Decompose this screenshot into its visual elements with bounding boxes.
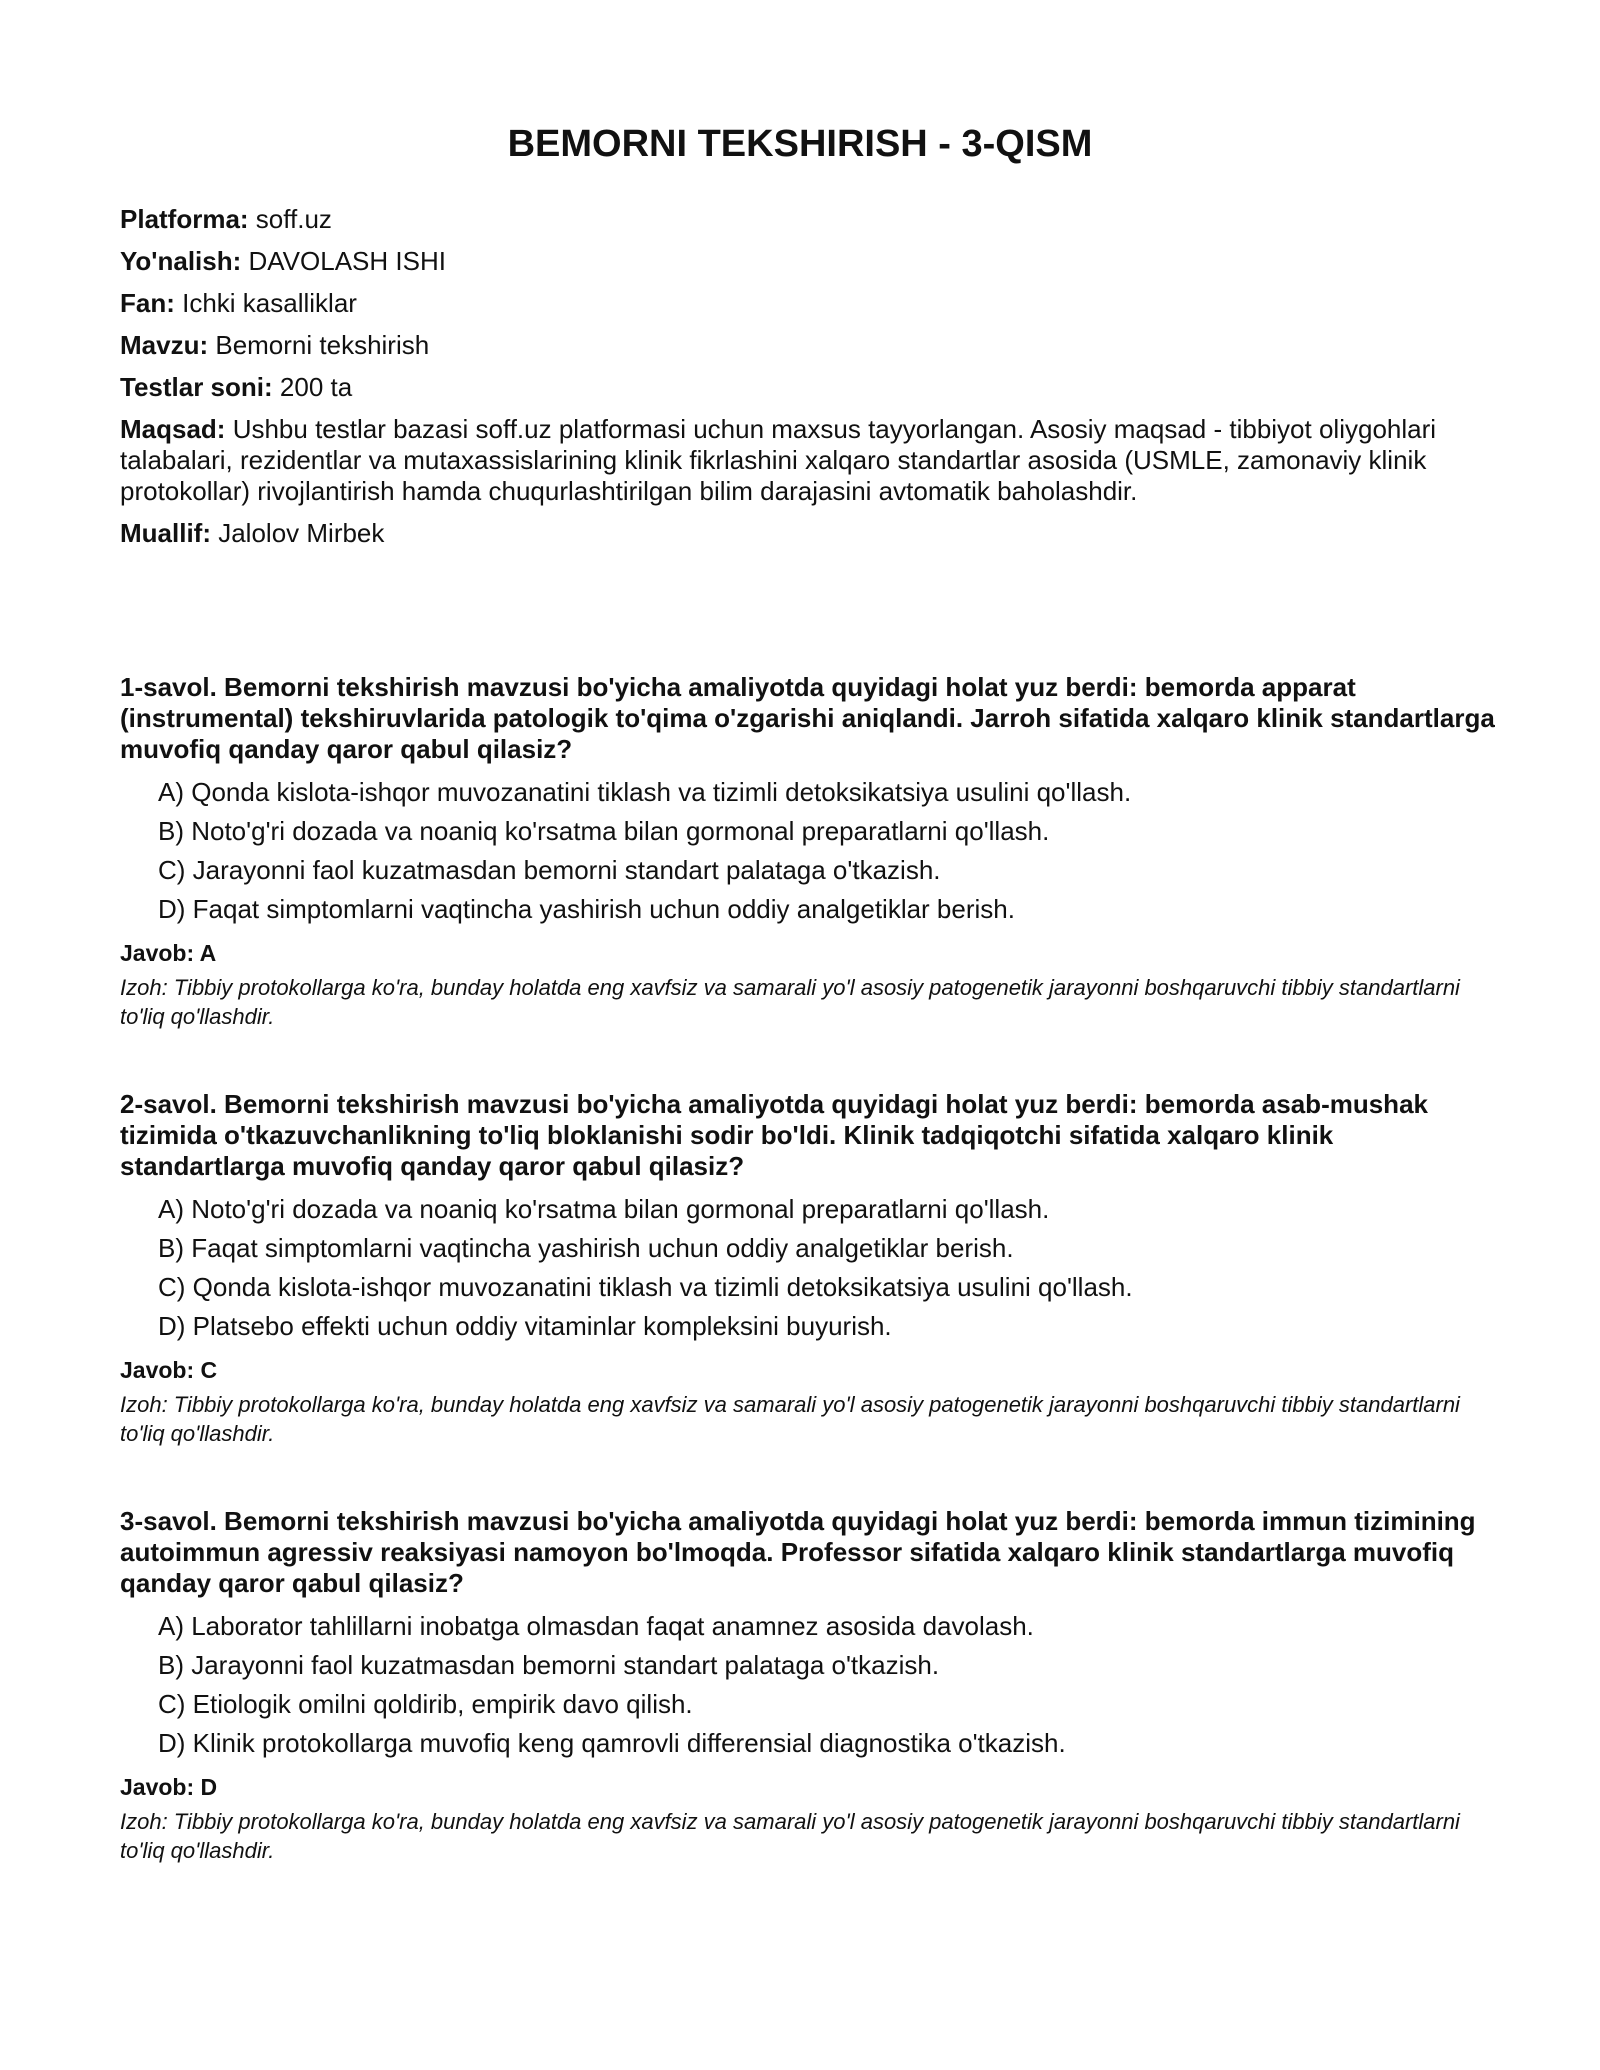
answer-option: C) Qonda kislota-ishqor muvozanatini tiklash va tizimli detoksikatsiya usulini qo'llash. xyxy=(158,1272,1133,1302)
meta-key: Testlar soni: xyxy=(120,372,273,402)
answer-key: Javob: D xyxy=(120,1774,218,1800)
answer-explanation: Izoh: Tibbiy protokollarga ko'ra, bunday holatda eng xavfsiz va samarali yo'l asosiy patogenetik jarayonni boshqaruvchi tibbiy standartlarni to'liq qo'llashdir. xyxy=(120,975,1460,1029)
questions-list xyxy=(120,672,1495,1923)
answer-option: A) Qonda kislota-ishqor muvozanatini tiklash va tizimli detoksikatsiya usulini qo'llash. xyxy=(158,777,1132,807)
answer-key: Javob: C xyxy=(120,1357,218,1383)
meta-value: 200 ta xyxy=(272,372,353,402)
answer-option: B) Faqat simptomlarni vaqtincha yashirish uchun oddiy analgetiklar berish. xyxy=(158,1233,1014,1263)
meta-goal xyxy=(120,414,1490,507)
question-item xyxy=(120,1506,1495,1865)
answer-option: B) Jarayonni faol kuzatmasdan bemorni standart palataga o'tkazish. xyxy=(158,1650,940,1680)
meta-subject xyxy=(120,288,1490,319)
meta-value: Jalolov Mirbek xyxy=(211,518,385,548)
answer-option: C) Etiologik omilni qoldirib, empirik davo qilish. xyxy=(158,1689,693,1719)
meta-topic xyxy=(120,330,1490,361)
meta-value: Bemorni tekshirish xyxy=(208,330,430,360)
meta-platform xyxy=(120,204,1490,235)
meta-key: Platforma: xyxy=(120,204,249,234)
answer-explanation: Izoh: Tibbiy protokollarga ko'ra, bunday holatda eng xavfsiz va samarali yo'l asosiy patogenetik jarayonni boshqaruvchi tibbiy standartlarni to'liq qo'llashdir. xyxy=(120,1809,1460,1863)
answer-option: D) Faqat simptomlarni vaqtincha yashirish uchun oddiy analgetiklar berish. xyxy=(158,894,1015,924)
question-text: 2-savol. Bemorni tekshirish mavzusi bo'yicha amaliyotda quyidagi holat yuz berdi: bemorda asab-mushak tizimida o'tkazuvchanlikning to'liq bloklanishi sodir bo'ldi. Klinik tadqiqotchi sifatida xalqaro klinik standartlarga muvofiq qanday qaror qabul qilasiz? xyxy=(120,1089,1428,1181)
meta-key: Fan: xyxy=(120,288,175,318)
question-item xyxy=(120,672,1495,1031)
meta-value: Ushbu testlar bazasi soff.uz platformasi uchun maxsus tayyorlangan. Asosiy maqsad - tibbiyot oliygohlari talabalari, rezidentlar va mutaxassislarining klinik fikrlashini xalqaro standartlar asosida (USMLE, zamonaviy klinik protokollar) rivojlantirish hamda chuqurlashtirilgan bilim darajasini avtomatik baholashdir. xyxy=(120,414,1437,506)
question-text: 1-savol. Bemorni tekshirish mavzusi bo'yicha amaliyotda quyidagi holat yuz berdi: bemorda apparat (instrumental) tekshiruvlarida patologik to'qima o'zgarishi aniqlandi. Jarroh sifatida xalqaro klinik standartlarga muvofiq qanday qaror qabul qilasiz? xyxy=(120,672,1495,764)
answer-option: D) Klinik protokollarga muvofiq keng qamrovli differensial diagnostika o'tkazish. xyxy=(158,1728,1066,1758)
meta-key: Muallif: xyxy=(120,518,211,548)
meta-value: DAVOLASH ISHI xyxy=(241,246,446,276)
answer-option: B) Noto'g'ri dozada va noaniq ko'rsatma bilan gormonal preparatlarni qo'llash. xyxy=(158,816,1050,846)
meta-value: Ichki kasalliklar xyxy=(174,288,357,318)
answer-option: A) Noto'g'ri dozada va noaniq ko'rsatma bilan gormonal preparatlarni qo'llash. xyxy=(158,1194,1050,1224)
meta-value: soff.uz xyxy=(248,204,332,234)
answer-explanation: Izoh: Tibbiy protokollarga ko'ra, bunday holatda eng xavfsiz va samarali yo'l asosiy patogenetik jarayonni boshqaruvchi tibbiy standartlarni to'liq qo'llashdir. xyxy=(120,1392,1460,1446)
answer-key: Javob: A xyxy=(120,940,217,966)
meta-author xyxy=(120,518,1490,549)
meta-key: Mavzu: xyxy=(120,330,209,360)
question-item xyxy=(120,1089,1495,1448)
meta-test-count xyxy=(120,372,1490,403)
meta-key: Maqsad: xyxy=(120,414,226,444)
meta-direction xyxy=(120,246,1490,277)
page-title: BEMORNI TEKSHIRISH - 3-QISM xyxy=(507,123,1093,165)
answer-option: D) Platsebo effekti uchun oddiy vitaminlar kompleksini buyurish. xyxy=(158,1311,892,1341)
meta-key: Yo'nalish: xyxy=(120,246,242,276)
question-text: 3-savol. Bemorni tekshirish mavzusi bo'yicha amaliyotda quyidagi holat yuz berdi: bemorda immun tizimining autoimmun agressiv reaksiyasi namoyon bo'lmoqda. Professor sifatida xalqaro klinik standartlarga muvofiq qanday qaror qabul qilasiz? xyxy=(120,1506,1476,1598)
answer-options xyxy=(120,777,1495,925)
answer-options xyxy=(120,1611,1495,1759)
metadata-block xyxy=(120,204,1490,560)
answer-option: A) Laborator tahlillarni inobatga olmasdan faqat anamnez asosida davolash. xyxy=(158,1611,1034,1641)
answer-options xyxy=(120,1194,1495,1342)
answer-option: C) Jarayonni faol kuzatmasdan bemorni standart palataga o'tkazish. xyxy=(158,855,941,885)
